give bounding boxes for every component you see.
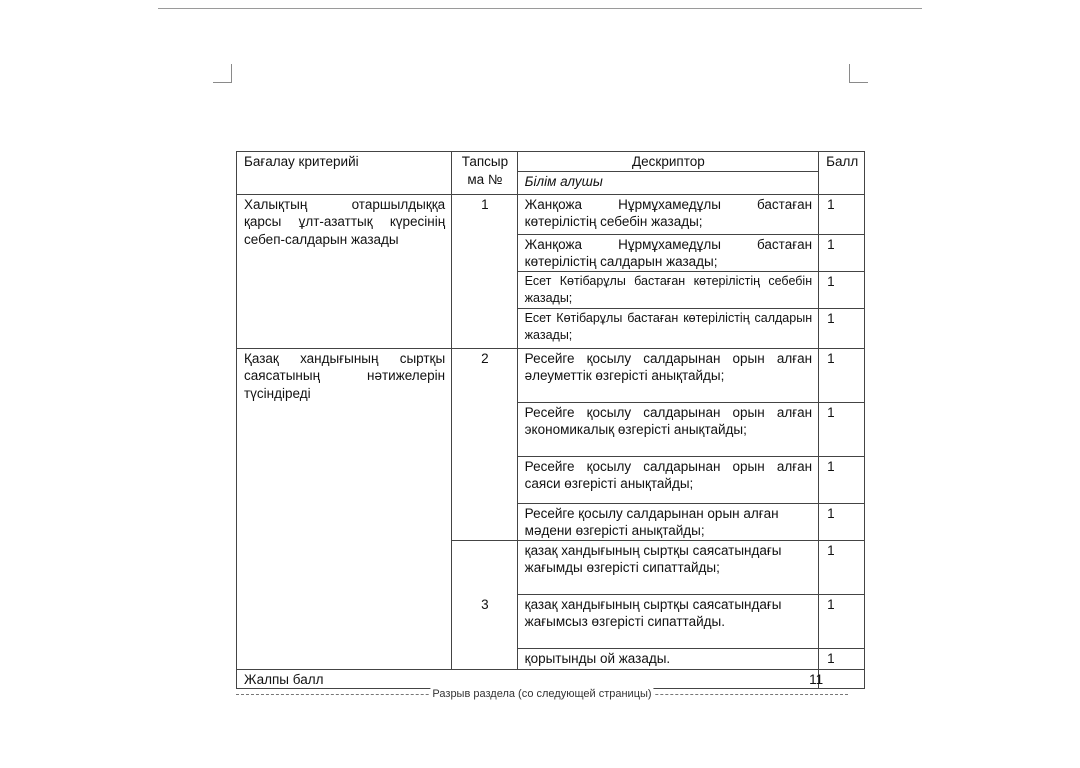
total-label: Жалпы балл bbox=[237, 669, 819, 689]
task-number-cell: 1 bbox=[452, 194, 518, 348]
header-learner: Білім алушы bbox=[517, 171, 818, 194]
criterion-cell: Халықтың отаршылдыққа қарсы ұлт-азаттық күресінің себеп-салдарын жазады bbox=[237, 194, 452, 348]
descriptor-cell: Жанқожа Нұрмұхамедұлы бастаған көтерілістің себебін жазады; bbox=[517, 194, 818, 234]
descriptor-cell: Ресейге қосылу салдарынан орын алған саяси өзгерісті анықтайды; bbox=[517, 456, 818, 503]
score-cell: 1 bbox=[819, 271, 865, 308]
score-cell: 1 bbox=[819, 594, 865, 648]
table-row bbox=[237, 348, 865, 402]
score-cell: 1 bbox=[819, 308, 865, 348]
page-top-rule bbox=[158, 8, 922, 9]
margin-corner-mark-left bbox=[213, 64, 232, 83]
margin-corner-mark-right bbox=[849, 64, 868, 83]
descriptor-cell: Есет Көтібарұлы бастаған көтерілістің себебін жазады; bbox=[517, 271, 818, 308]
header-task-number: Тапсыр ма № bbox=[452, 152, 518, 195]
descriptor-cell: Ресейге қосылу салдарынан орын алған мәдени өзгерісті анықтайды; bbox=[517, 503, 818, 540]
total-row bbox=[237, 669, 865, 689]
section-break-marker bbox=[236, 688, 848, 706]
score-cell: 1 bbox=[819, 194, 865, 234]
descriptor-cell: қазақ хандығының сыртқы саясатындағы жағымды өзгерісті сипаттайды; bbox=[517, 540, 818, 594]
descriptor-cell: Жанқожа Нұрмұхамедұлы бастаған көтерілістің салдарын жазады; bbox=[517, 234, 818, 271]
score-cell: 1 bbox=[819, 402, 865, 456]
section-break-label: Разрыв раздела (со следующей страницы) bbox=[432, 688, 652, 700]
score-cell: 1 bbox=[819, 456, 865, 503]
header-criteria: Бағалау критерийі bbox=[237, 152, 452, 195]
descriptor-cell: Есет Көтібарұлы бастаған көтерілістің салдарын жазады; bbox=[517, 308, 818, 348]
criterion-cell: Қазақ хандығының сыртқы саясатының нәтижелерін түсіндіреді bbox=[237, 348, 452, 669]
total-value bbox=[809, 669, 865, 689]
header-score: Балл bbox=[819, 152, 865, 195]
score-cell: 1 bbox=[819, 348, 865, 402]
descriptor-cell: Ресейге қосылу салдарынан орын алған әлеуметтік өзгерісті анықтайды; bbox=[517, 348, 818, 402]
header-row bbox=[237, 152, 865, 172]
descriptor-cell: қазақ хандығының сыртқы саясатындағы жағымсыз өзгерісті сипаттайды. bbox=[517, 594, 818, 648]
task-number-cell: 3 bbox=[452, 540, 518, 669]
assessment-rubric-table bbox=[236, 151, 865, 689]
score-cell: 1 bbox=[819, 648, 865, 669]
task-number-cell: 2 bbox=[452, 348, 518, 540]
descriptor-cell: Ресейге қосылу салдарынан орын алған экономикалық өзгерісті анықтайды; bbox=[517, 402, 818, 456]
header-descriptor: Дескриптор bbox=[517, 152, 818, 172]
score-cell: 1 bbox=[819, 234, 865, 271]
score-cell: 1 bbox=[819, 503, 865, 540]
descriptor-cell: қорытынды ой жазады. bbox=[517, 648, 818, 669]
table-row bbox=[237, 194, 865, 234]
score-cell: 1 bbox=[819, 540, 865, 594]
total-value-text: 11 bbox=[809, 671, 824, 687]
